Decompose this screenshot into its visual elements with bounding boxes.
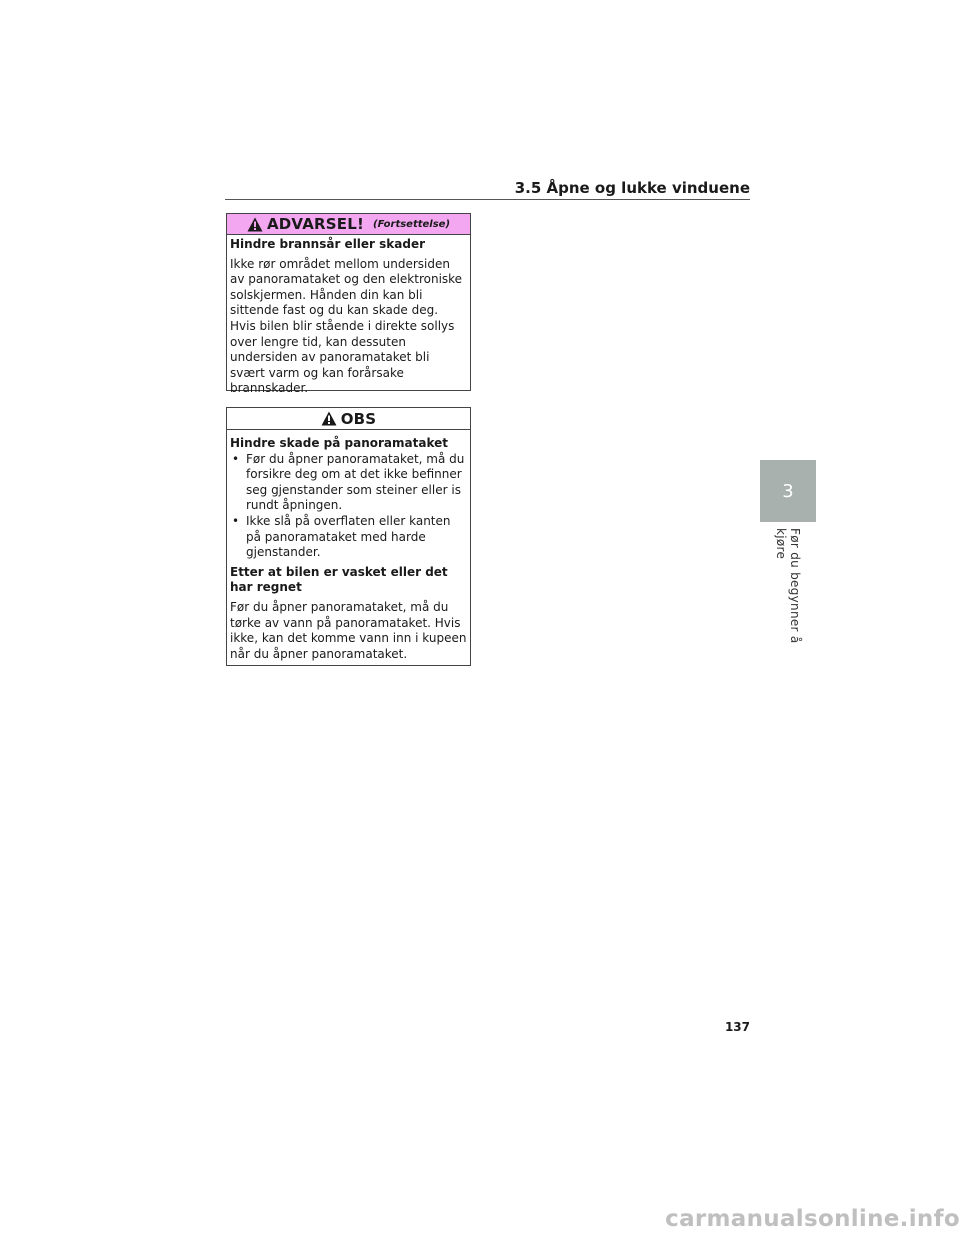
warning-heading: Hindre brannsår eller skader xyxy=(230,237,426,251)
notice-heading-washing: Etter at bilen er vasket eller det har regnet xyxy=(230,564,448,595)
notice-body xyxy=(227,430,470,662)
caution-triangle-icon xyxy=(321,411,337,426)
warning-continued: (Fortsettelse) xyxy=(373,218,451,230)
bullet-icon: • xyxy=(232,513,240,528)
notice-box xyxy=(226,407,471,666)
section-header: 3.5 Åpne og lukke vinduene xyxy=(225,178,750,200)
warning-text: Ikke rør området mellom undersiden av panoramataket og den elektroniske solskjermen. Hånden din kan bli sittende fast og du kan skade deg. Hvis bilen blir stående i direkte sollys over lengre tid, kan dessuten undersiden av panoramataket bli svært varm og kan forårsake brannskader. xyxy=(230,256,463,396)
notice-header xyxy=(227,408,470,430)
list-item xyxy=(230,452,467,514)
chapter-title: Før du begynner å kjøre xyxy=(774,528,802,644)
bullet-text: Før du åpner panoramataket, må du forsikre deg om at det ikke befinner seg gjenstander som steiner eller is rundt åpningen. xyxy=(246,451,465,513)
notice-text: Før du åpner panoramataket, må du tørke av vann på panoramataket. Hvis ikke, kan det komme vann inn i kupeen når du åpner panoramataket. xyxy=(230,599,467,661)
notice-label: OBS xyxy=(340,409,377,428)
warning-box xyxy=(226,213,471,396)
notice-heading-damage: Hindre skade på panoramataket xyxy=(230,436,448,450)
notice-bullet-list xyxy=(230,452,467,561)
bullet-text: Ikke slå på overflaten eller kanten på panoramataket med harde gjenstander. xyxy=(246,513,451,560)
chapter-title-vertical xyxy=(760,528,816,678)
page-number: 137 xyxy=(724,1020,750,1034)
warning-label: ADVARSEL! xyxy=(266,215,365,233)
warning-header xyxy=(227,214,470,235)
bullet-icon: • xyxy=(232,451,240,466)
chapter-number: 3 xyxy=(782,480,794,502)
chapter-tab xyxy=(760,460,816,522)
warning-body xyxy=(227,235,470,397)
list-item xyxy=(230,514,467,561)
watermark: carmanualsonline.info xyxy=(665,1206,960,1232)
warning-triangle-icon xyxy=(247,217,263,232)
